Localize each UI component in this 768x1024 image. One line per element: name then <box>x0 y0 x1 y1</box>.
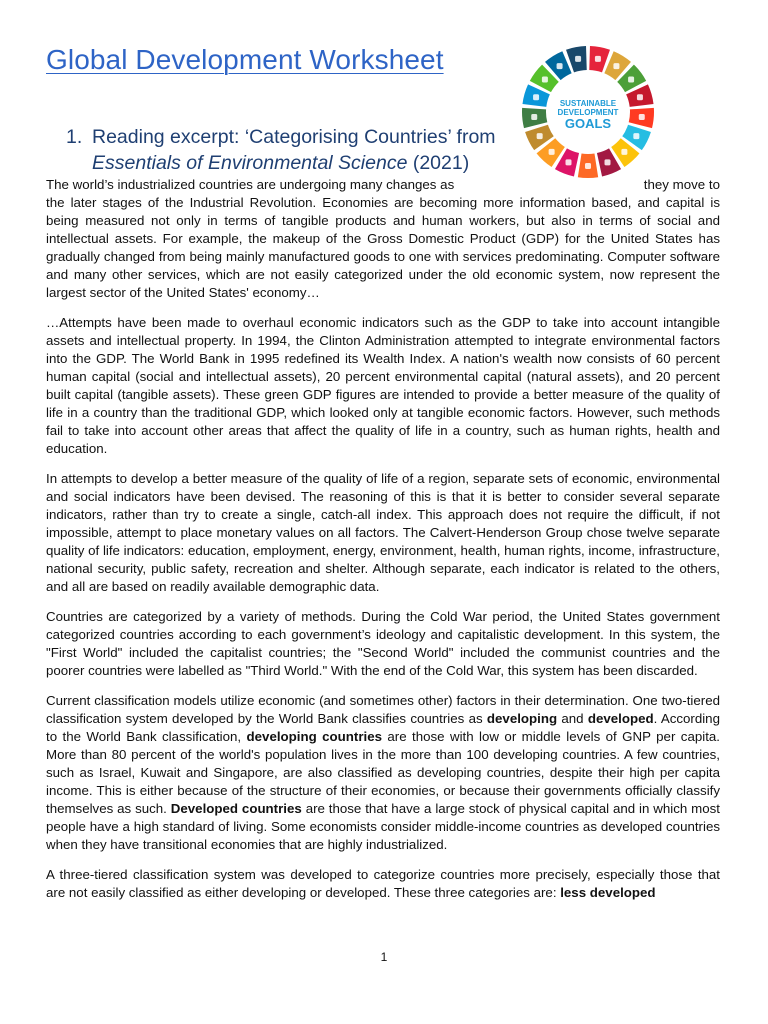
paragraph-1 <box>46 176 720 302</box>
sdg-goal-icon <box>533 94 539 100</box>
sdg-wheel-icon <box>520 44 656 180</box>
p5-text-a: Current classification models utilize economic (and sometimes other) factors in their determination. One two-tiered classification system developed by the World Bank classifies countries as <box>46 693 720 726</box>
page-title: Global Development Worksheet <box>46 44 444 75</box>
term-developing-countries: developing countries <box>246 729 382 744</box>
p5-text-e: are those with low or middle levels of GNP per capita. More than 80 percent of the world's population lives in the more than 100 developing countries. A few countries, such as Israel, Kuwait and Singapore, are also classified as developing countries, despite their high per capita income. This is either because of the structure of their economies, or because their governments officially classify themselves as such. <box>46 729 720 816</box>
heading-line-1: Reading excerpt: ‘Categorising Countries’ from <box>92 126 496 148</box>
p6-text-a: A three-tiered classification system was developed to categorize countries more precisely, especially those that are not easily classified as either developing or developed. These three categories are: <box>46 867 720 900</box>
source-year: (2021) <box>412 152 470 174</box>
sdg-goal-icon <box>637 94 643 100</box>
sdg-goal-icon <box>557 63 563 69</box>
source-title: Essentials of Environmental Science <box>92 152 408 174</box>
section-heading <box>66 124 496 176</box>
term-developing: developing <box>486 711 558 726</box>
logo-text-1: SUSTAINABLE <box>559 99 617 108</box>
paragraph-1-rest: they move to the later stages of the Industrial Revolution. Economies are becoming more information based, and capital is being measured not only in terms of tangible products and human workers, but also in terms of social and intellectual assets. For example, the makeup of the Gross Domestic Product (GDP) for the United States has gradually changed from being mainly manufactured goods to one with services predominating. Computer software and many other services, which are not easily categorized under the old economic system, now represent the largest sector of the United States' economy… <box>46 177 720 300</box>
reading-excerpt <box>46 176 720 914</box>
term-developed: developed <box>587 711 654 726</box>
sdg-goal-icon <box>565 159 571 165</box>
section-number: 1. <box>66 126 83 148</box>
paragraph-4: Countries are categorized by a variety of methods. During the Cold War period, the United States government categorized countries according to each government’s ideology and capitalistic development. In this system, the "First World" included the capitalist countries; the "Second World" included the communist countries and the poorer countries were labelled as "Third World." With the end of the Cold War, this system has been discarded. <box>46 609 720 678</box>
sdg-goal-icon <box>549 149 555 155</box>
paragraph-1-start: The world’s industrialized countries are undergoing many changes as <box>46 177 455 192</box>
paragraph-6 <box>46 866 720 902</box>
sdg-goal-icon <box>639 114 645 120</box>
heading-line-2 <box>66 150 496 176</box>
p5-text-f: are those that have a large stock of physical capital and in which most people have a high standard of living. Some economists consider middle-income countries as developed countries when they have transitional economies that are highly industrialized. <box>46 801 720 852</box>
sdg-goal-icon <box>633 133 639 139</box>
p5-text-c: and <box>561 711 584 726</box>
sdg-goal-icon <box>595 56 601 62</box>
page-number: 1 <box>380 950 388 964</box>
paragraph-2: …Attempts have been made to overhaul economic indicators such as the GDP to take into account intangible assets and intellectual property. In 1994, the Clinton Administration attempted to integrate environmental factors into the GDP. The World Bank in 1995 redefined its Wealth Index. A nation's wealth now consists of 60 percent human capital (social and intellectual assets), 20 percent environmental capital (natural assets), and 20 percent built capital (tangible assets). These green GDP figures are intended to provide a better measure of the quality of life in a country than the traditional GDP, which looked only at tangible economic factors. However, such methods fail to take into account other areas that affect the quality of life in a country, such as human rights, health and education. <box>46 315 720 456</box>
paragraph-3: In attempts to develop a better measure of the quality of life of a region, separate sets of economic, environmental and social indicators have been devised. The reasoning of this is that it is better to consider several separate indicators, rather than try to create a single, catch-all index. This approach does not require the difficult, if not impossible, attempt to place monetary values on all factors. The Calvert-Henderson Group chose twelve separate quality of life indicators: education, employment, energy, environment, health, human rights, income, infrastructure, national security, public safety, recreation and shelter. Although separate, each indicator is related to the others, and all are based on readily available demographic data. <box>46 471 720 594</box>
sdg-goal-icon <box>575 56 581 62</box>
paragraph-5 <box>46 692 720 854</box>
sdg-goal-icon <box>613 63 619 69</box>
sdg-goal-icon <box>531 114 537 120</box>
sdg-goal-icon <box>585 163 591 169</box>
sdg-goal-icon <box>605 159 611 165</box>
logo-text-3: GOALS <box>564 116 612 131</box>
logo-text-2: DEVELOPMENT <box>557 108 619 117</box>
p5-text-d: . According to the World Bank classification, <box>46 711 720 744</box>
sdg-logo <box>520 44 656 180</box>
term-less-developed: less developed <box>560 885 656 900</box>
sdg-goal-icon <box>621 149 627 155</box>
sdg-goal-icon <box>537 133 543 139</box>
sdg-goal-icon <box>628 76 634 82</box>
term-developed-countries: Developed countries <box>170 801 302 816</box>
sdg-goal-icon <box>542 76 548 82</box>
